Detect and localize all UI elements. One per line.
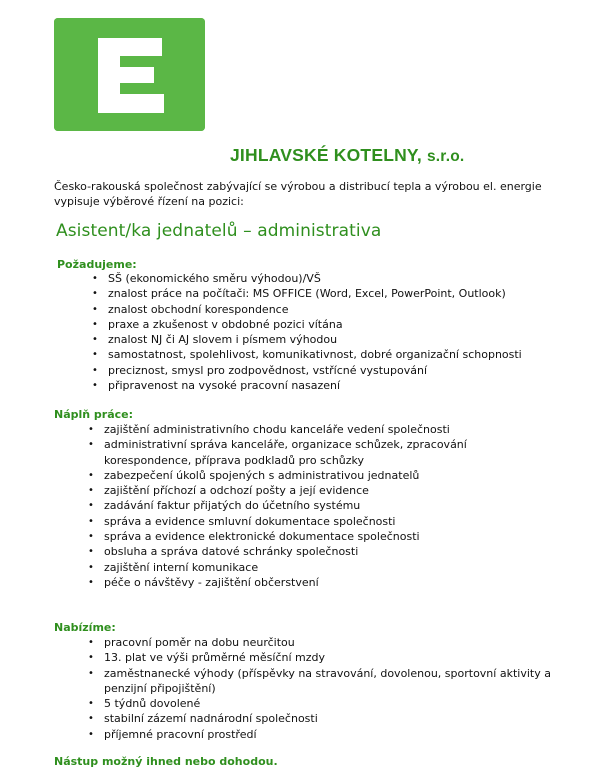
list-item-text: samostatnost, spolehlivost, komunikativnost, dobré organizační schopnosti (108, 348, 522, 362)
company-name-text: JIHLAVSKÉ KOTELNY, (230, 145, 422, 165)
list-item (92, 363, 578, 378)
list-item (92, 378, 578, 393)
bullet-icon: • (92, 303, 98, 315)
bullet-icon: • (88, 424, 94, 435)
list-item (88, 711, 569, 726)
bullet-icon: • (88, 546, 94, 558)
list-item-text: připravenost na vysoké pracovní nasazení (108, 379, 341, 393)
duties-list (88, 422, 504, 590)
bullet-icon: • (88, 576, 94, 588)
list-item-text: obsluha a správa datové schránky společnosti (104, 545, 359, 559)
list-item-text: 5 týdnů dovolené (104, 697, 201, 711)
list-item (92, 271, 578, 286)
bullet-icon: • (88, 439, 94, 451)
list-item-text: zabezpečení úkolů spojených s administrativou jednatelů (104, 468, 420, 482)
list-item-text: péče o návštěvy - zajištění občerstvení (104, 575, 319, 589)
list-item (88, 498, 504, 513)
list-item-text: pracovní poměr na dobu neurčitou (104, 636, 295, 649)
list-item-text: praxe a zkušenost v obdobné pozici vítána (108, 317, 343, 331)
bullet-icon: • (88, 485, 94, 497)
bullet-icon: • (88, 637, 94, 648)
bullet-icon: • (92, 288, 98, 300)
bullet-icon: • (88, 500, 94, 512)
list-item (88, 727, 569, 742)
list-item-text: správa a evidence elektronické dokumentace společnosti (104, 530, 420, 544)
position-title: Asistent/ka jednatelů – administrativa (56, 221, 382, 241)
list-item-text: znalost práce na počítači: MS OFFICE (Word, Excel, PowerPoint, Outlook) (108, 287, 506, 301)
list-item (88, 560, 504, 575)
offers-title: Nabízíme: (54, 621, 116, 634)
list-item-text: 13. plat ve výši průměrné měsíční mzdy (104, 651, 326, 665)
bullet-icon: • (88, 713, 94, 725)
bullet-icon: • (88, 561, 94, 573)
list-item (92, 302, 578, 317)
bullet-icon: • (88, 728, 94, 740)
list-item-text: zajištění interní komunikace (104, 560, 259, 574)
list-item (88, 544, 504, 559)
list-item (92, 317, 578, 332)
list-item-text: správa a evidence smluvní dokumentace společnosti (104, 514, 396, 528)
company-logo (54, 18, 205, 131)
bullet-icon: • (92, 364, 98, 376)
list-item (88, 650, 569, 665)
list-item (92, 347, 578, 362)
list-item-text: zadávání faktur přijatých do účetního systému (104, 499, 361, 513)
bullet-icon: • (88, 652, 94, 664)
list-item (88, 666, 569, 697)
letter-e-logo-icon (54, 18, 205, 131)
list-item (88, 514, 504, 529)
bullet-icon: • (92, 273, 98, 284)
list-item (88, 635, 569, 650)
list-item-text: znalost obchodní korespondence (108, 302, 289, 316)
list-item-text: stabilní zázemí nadnárodní společnosti (104, 712, 318, 726)
list-item-text: příjemné pracovní prostředí (104, 727, 257, 741)
list-item (88, 575, 504, 590)
offers-list (88, 635, 569, 742)
company-suffix: s.r.o. (426, 148, 465, 165)
company-name (230, 145, 464, 166)
list-item (88, 483, 504, 498)
bullet-icon: • (92, 349, 98, 361)
bullet-icon: • (88, 469, 94, 481)
list-item-text: administrativní správa kanceláře, organizace schůzek, zpracování korespondence, příprava podkladů pro schůzky (104, 438, 467, 467)
list-item (88, 696, 569, 711)
list-item (88, 468, 504, 483)
bullet-icon: • (88, 667, 94, 679)
requirements-list (92, 271, 578, 393)
list-item (92, 286, 578, 301)
list-item-text: SŠ (ekonomického směru výhodou)/VŠ (108, 272, 321, 285)
start-date-note: Nástup možný ihned nebo dohodou. (54, 755, 278, 768)
list-item (92, 332, 578, 347)
list-item-text: zajištění příchozí a odchozí pošty a její evidence (104, 484, 369, 498)
list-item (88, 529, 504, 544)
list-item-text: znalost NJ či AJ slovem i písmem výhodou (108, 333, 338, 347)
list-item-text: zajištění administrativního chodu kanceláře vedení společnosti (104, 423, 450, 436)
bullet-icon: • (88, 531, 94, 543)
list-item (88, 437, 504, 468)
requirements-title: Požadujeme: (57, 258, 137, 271)
intro-text: Česko-rakouská společnost zabývající se výrobou a distribucí tepla a výrobou el. energie vypisuje výběrové řízení na pozici: (54, 180, 542, 208)
bullet-icon: • (92, 334, 98, 346)
bullet-icon: • (92, 380, 98, 392)
duties-title: Náplň práce: (54, 408, 134, 421)
bullet-icon: • (92, 318, 98, 330)
bullet-icon: • (88, 515, 94, 527)
list-item-text: preciznost, smysl pro zodpovědnost, vstřícné vystupování (108, 363, 428, 377)
bullet-icon: • (88, 698, 94, 710)
list-item (88, 422, 504, 437)
list-item-text: zaměstnanecké výhody (příspěvky na stravování, dovolenou, sportovní aktivity a penzijní připojištění) (104, 666, 551, 695)
